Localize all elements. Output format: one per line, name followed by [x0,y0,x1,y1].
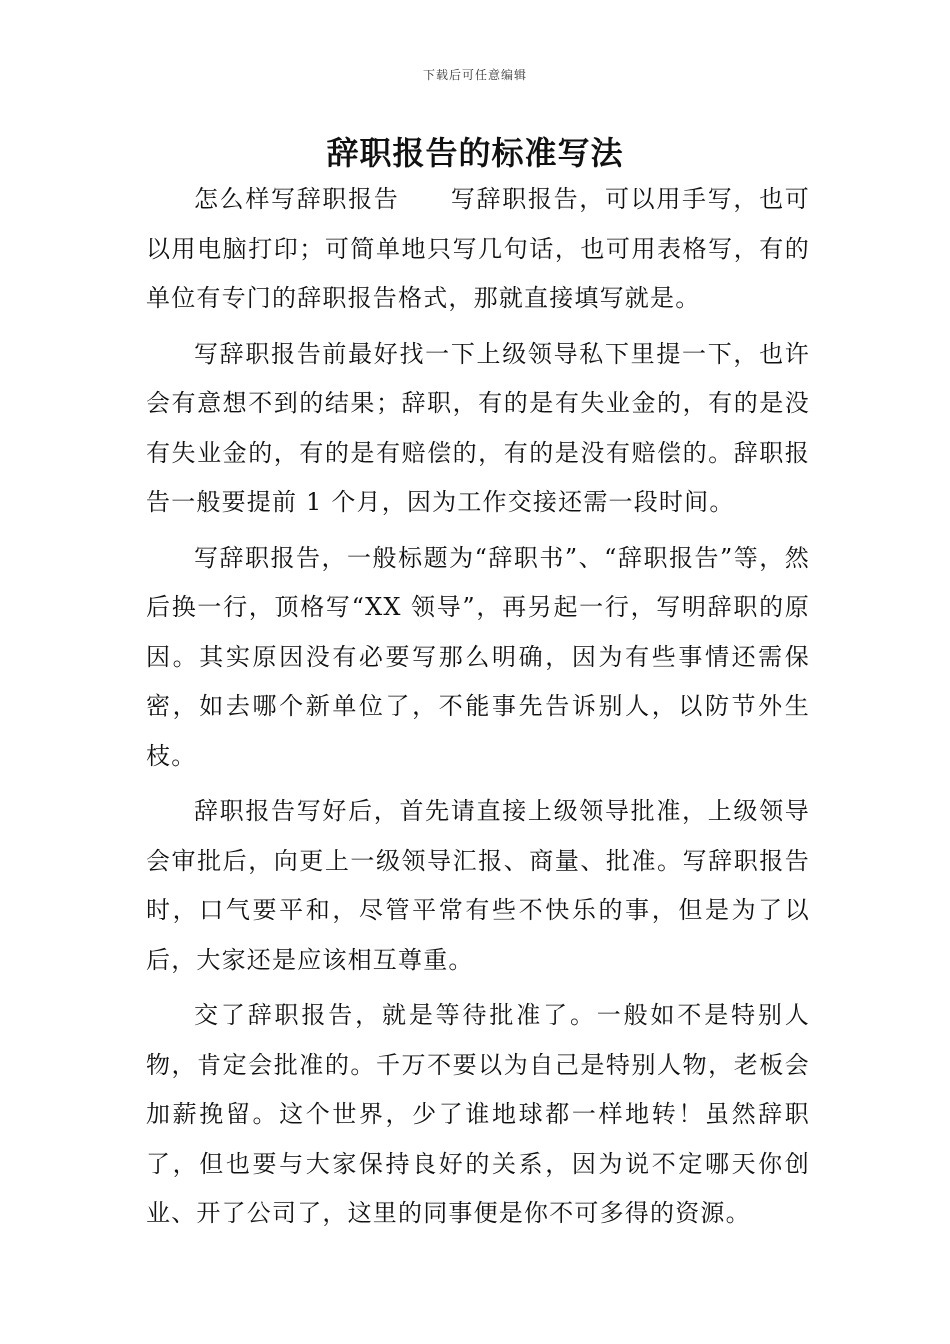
document-title: 辞职报告的标准写法 [326,134,624,172]
paragraph-1: 怎么样写辞职报告 写辞职报告，可以用手写，也可以用电脑打印；可简单地只写几句话，也可用表格写，有的单位有专门的辞职报告格式，那就直接填写就是。 [146,185,810,312]
header-note: 下载后可任意编辑 [422,68,527,82]
document-body [146,175,810,1245]
paragraph-3: 写辞职报告，一般标题为“辞职书”、“辞职报告”等，然后换一行，顶格写“XX 领导”，再另起一行，写明辞职的原因。其实原因没有必要写那么明确，因为有些事情还需保密，如去哪个新单位了，不能事先告诉别人，以防节外生枝。 [146,543,810,770]
paragraph-2: 写辞职报告前最好找一下上级领导私下里提一下，也许会有意想不到的结果；辞职，有的是有失业金的，有的是没有失业金的，有的是有赔偿的，有的是没有赔偿的。辞职报告一般要提前 1 个月，因为工作交接还需一段时间。 [146,339,810,516]
paragraph-5: 交了辞职报告，就是等待批准了。一般如不是特别人物，肯定会批准的。千万不要以为自己是特别人物，老板会加薪挽留。这个世界，少了谁地球都一样地转！虽然辞职了，但也要与大家保持良好的关系，因为说不定哪天你创业、开了公司了，这里的同事便是你不可多得的资源。 [146,1001,810,1227]
paragraph-4: 辞职报告写好后，首先请直接上级领导批准，上级领导会审批后，向更上一级领导汇报、商量、批准。写辞职报告时，口气要平和，尽管平常有些不快乐的事，但是为了以后，大家还是应该相互尊重。 [146,797,810,974]
